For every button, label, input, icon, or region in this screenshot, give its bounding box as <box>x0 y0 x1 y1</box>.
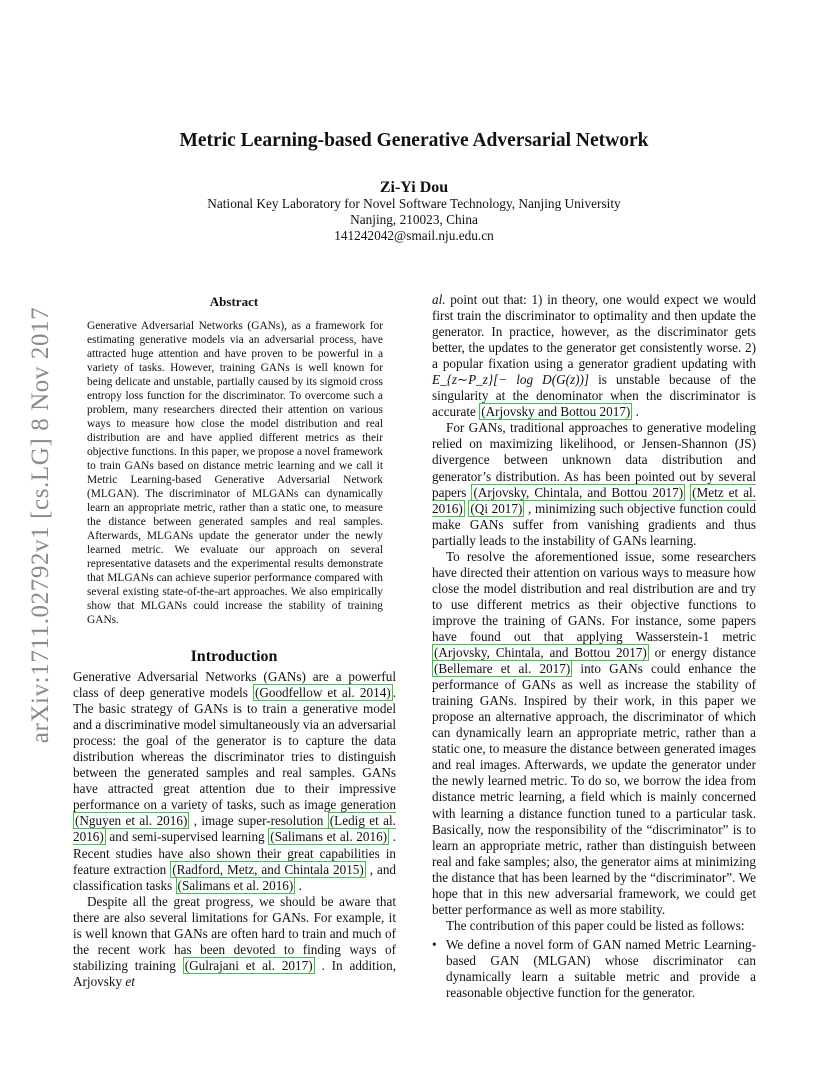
text-run: Generative Adversarial Networks (GANs) are a powerful class of deep generative models <box>73 669 396 701</box>
affiliation <box>0 196 828 244</box>
paper-title: Metric Learning-based Generative Adversarial Network <box>179 130 649 151</box>
citation-link[interactable]: (Qi 2017) <box>470 500 523 516</box>
affiliation-line: Nanjing, 210023, China <box>350 212 478 227</box>
text-run: . The basic strategy of GANs is to train a generative model and a discriminative model simultaneously via an adversarial process: the goal of the generator is to capture the data distribution whereas the discriminator tries to distinguish between the generated samples and real samples. GANs have attracted great attention due to their impressive performance on a variety of tasks, such as image generation <box>73 685 396 813</box>
text-run: and semi-supervised learning <box>105 829 269 845</box>
intro-paragraph-2 <box>73 894 396 990</box>
affiliation-line: National Key Laboratory for Novel Software Technology, Nanjing University <box>207 196 621 211</box>
citation-link[interactable]: (Bellemare et al. 2017) <box>434 661 571 677</box>
abstract-heading: Abstract <box>209 294 259 309</box>
text-run: For GANs, traditional approaches to generative modeling relied on maximizing likelihood, or Jensen-Shannon (JS) divergence between unknown data distribution and generator’s distribution. As has been pointed out by several papers <box>432 420 756 500</box>
list-item-text: We define a novel form of GAN named Metric Learning-based GAN (MLGAN) whose discriminator can dynamically learn a suitable metric and provide a reasonable objective function for the generator. <box>446 936 756 1001</box>
text-run: is unstable because of the singularity at the denominator when the discriminator is accurate <box>432 372 756 420</box>
citation-link[interactable]: (Arjovsky, Chintala, and Bottou 2017) <box>434 645 647 661</box>
intro-paragraph-1 <box>73 669 396 894</box>
list-item <box>432 937 756 1001</box>
contribution-list <box>432 937 756 1001</box>
citation-link[interactable]: (Metz et al. 2016) <box>432 484 757 516</box>
right-paragraph-4: The contribution of this paper could be listed as follows: <box>446 917 745 933</box>
citation-link[interactable]: (Goodfellow et al. 2014) <box>254 685 391 701</box>
text-run: , minimizing such objective function could make GANs suffer from vanishing gradients and thus partially leads to the instability of GANs learning. <box>432 500 756 548</box>
citation-link[interactable]: (Gulrajani et al. 2017) <box>184 957 313 973</box>
math-expression: E_{z∼P_z}[− log D(G(z))] <box>432 372 590 388</box>
right-paragraph-3 <box>432 549 756 918</box>
text-run: . <box>295 877 302 893</box>
text-run: , and classification tasks <box>73 861 397 893</box>
text-run: To resolve the aforementioned issue, some researchers have directed their attention on various ways to measure how close the model distribution and real distribution are and try to use different metrics as their objective functions to improve the training of GANs. For instance, some papers have found out that applying Wasserstein-1 metric <box>432 548 756 644</box>
arxiv-sidebar-stamp <box>20 290 62 760</box>
abstract-text: Generative Adversarial Networks (GANs), as a framework for estimating generative models via an adversarial process, have attracted huge attention and have proven to be powerful in a variety of tasks. However, training GANs is well known for being delicate and unstable, partially caused by its sigmoid cross entropy loss function for the discriminator. To overcome such a problem, many researchers directed their attention on various ways to measure how close the model distribution and real distribution are and have applied different metrics as their objective functions. In this paper, we propose a novel framework to train GANs based on distance metric learning and we call it Metric Learning-based Generative Adversarial Network (MLGAN). The discriminator of MLGANs can dynamically learn an appropriate metric, rather than a static one, to measure the distance between generated samples and real samples. Afterwards, MLGANs update the generator under the newly learned metric. We evaluate our approach on several representative datasets and the experimental results demonstrate that MLGANs can achieve superior performance compared with several existing state-of-the-art approaches. We also empirically show that MLGANs could increase the stability of training GANs. <box>87 320 383 626</box>
arxiv-id: arXiv:1711.02792v1 [cs.LG] 8 Nov 2017 <box>27 306 54 744</box>
text-run: . <box>632 404 639 420</box>
right-paragraph-2 <box>432 420 756 548</box>
introduction-heading: Introduction <box>190 648 278 665</box>
text-run: . Recent studies have also shown their great capabilities in feature extraction <box>73 829 396 877</box>
citation-link[interactable]: (Nguyen et al. 2016) <box>75 813 188 829</box>
text-run: al. <box>432 292 446 307</box>
right-column <box>432 292 756 1001</box>
citation-link[interactable]: (Ledig et al. 2016) <box>73 813 396 845</box>
citation-link[interactable]: (Salimans et al. 2016) <box>177 877 294 893</box>
citation-link[interactable]: (Salimans et al. 2016) <box>270 829 388 845</box>
text-run: . In addition, Arjovsky <box>73 957 396 989</box>
citation-link[interactable]: (Arjovsky, Chintala, and Bottou 2017) <box>473 484 684 500</box>
text-run: point out that: 1) in theory, one would expect we would first train the discriminator to optimality and then update the generator. In practice, however, as the discriminator gets better, the updates to the generator get consistently worse. 2) a popular fixation using a generator gradient updating with <box>432 292 756 372</box>
text-run: or energy distance <box>648 645 756 661</box>
citation-link[interactable]: (Radford, Metz, and Chintala 2015) <box>172 861 364 877</box>
author-name: Zi-Yi Dou <box>379 179 449 196</box>
text-run: , image super-resolution <box>189 813 328 829</box>
text-run: into GANs could enhance the performance of GANs as well as increase the stability of training GANs. Inspired by their work, in this paper we propose an alternative approach, the discriminator of which can dynamically learn an appropriate metric, rather than a static one, to measure the distance between generated images and real images. Afterwards, we update the generator under the newly learned metric. To do so, we borrow the idea from distance metric learning, a field which is mainly concerned with learning a distance function tuned to a particular task. Basically, now the responsibility of the “discriminator” is to learn an appropriate metric, rather than distinguish between real and fake samples; also, the generator aims at minimizing the distance that has been learned by the “discriminator”. We hope that in this new adversarial framework, we could get better performance as well as more stability. <box>432 661 756 917</box>
citation-link[interactable]: (Arjovsky and Bottou 2017) <box>481 404 631 420</box>
text-run: Despite all the great progress, we should be aware that there are also several limitations for GANs. For example, it is well known that GANs are often hard to train and much of the recent work has been devoted to finding ways of stabilizing training <box>73 893 396 973</box>
right-paragraph-1 <box>432 292 756 420</box>
left-column <box>73 669 396 990</box>
bullet-icon: • <box>432 936 437 952</box>
email: 141242042@smail.nju.edu.cn <box>334 228 494 243</box>
text-run: et <box>125 973 135 989</box>
